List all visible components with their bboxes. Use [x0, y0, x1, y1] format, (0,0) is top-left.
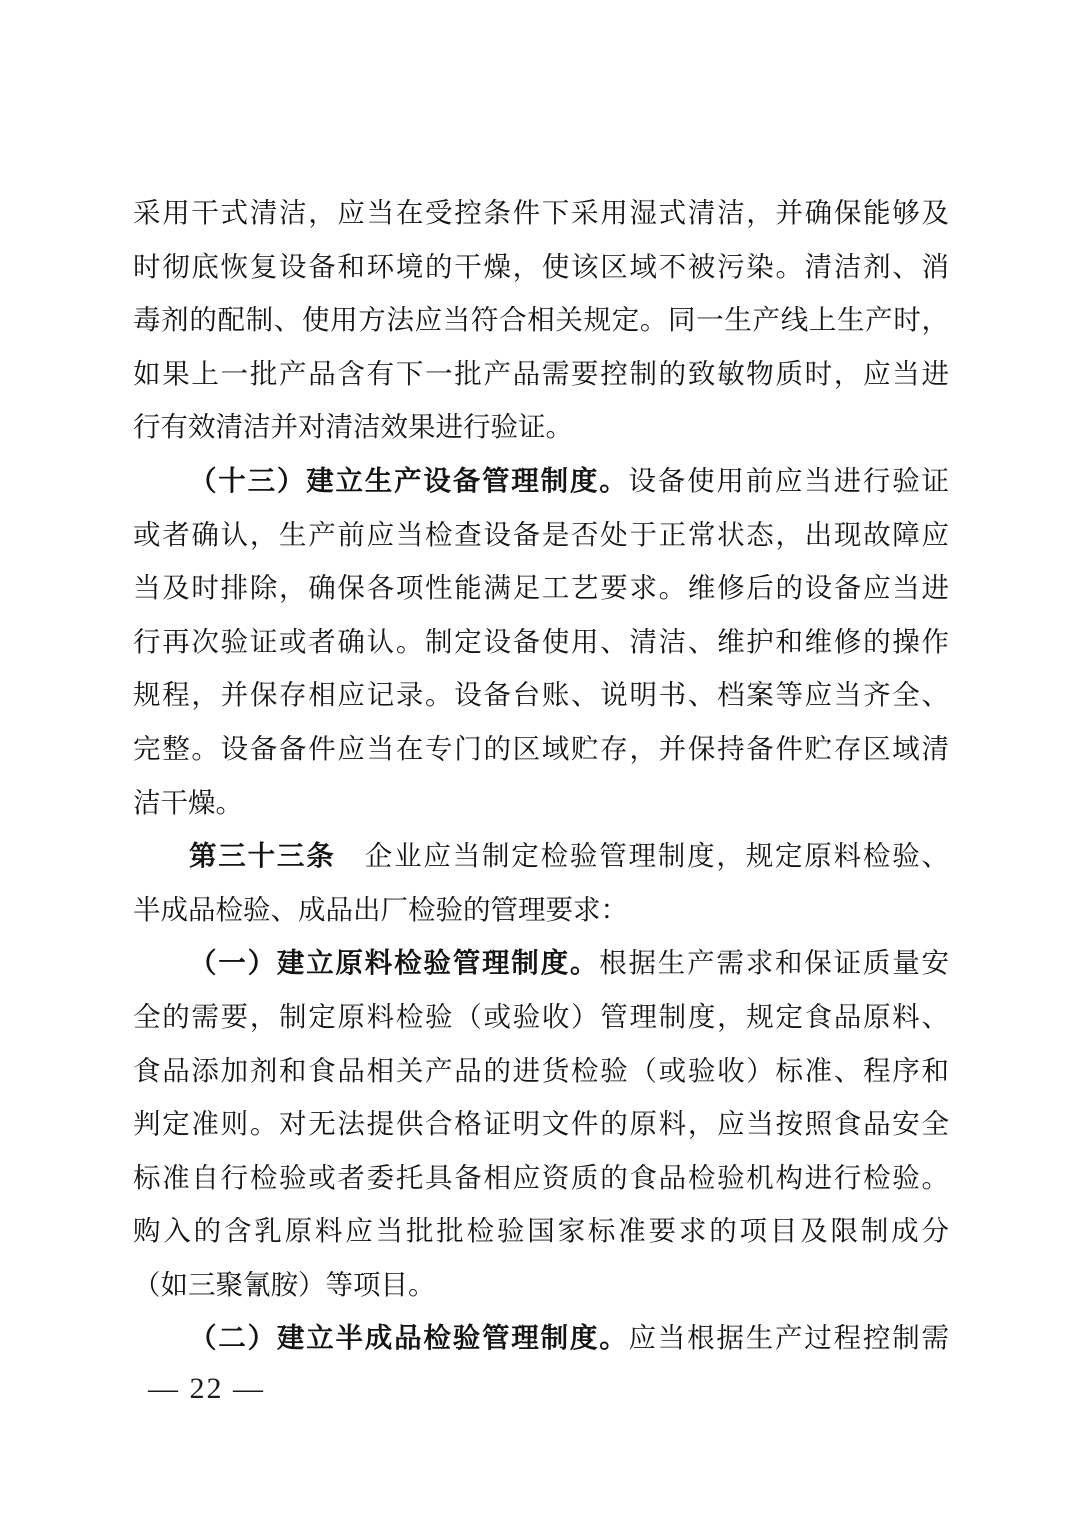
text-line — [133, 722, 949, 776]
text-segment: 第三十三条 — [189, 840, 336, 872]
text-segment: 半成品检验、成品出厂检验的管理要求： — [133, 893, 628, 925]
text-segment: 完整。设备备件应当在专门的区域贮存，并保持备件贮存区域清 — [133, 732, 949, 764]
paragraph — [133, 454, 949, 829]
text-line — [133, 186, 949, 240]
paragraph — [133, 186, 949, 454]
text-segment: 或者确认，生产前应当检查设备是否处于正常状态，出现故障应 — [133, 518, 949, 550]
text-line — [133, 668, 949, 722]
text-line — [133, 936, 949, 990]
text-line — [133, 990, 949, 1044]
page-number: — 22 — — [148, 1372, 265, 1405]
text-segment: 全的需要，制定原料检验（或验收）管理制度，规定食品原料、 — [133, 1000, 949, 1032]
text-segment: （二）建立半成品检验管理制度。 — [189, 1322, 629, 1354]
text-line — [133, 454, 949, 508]
text-line — [133, 615, 949, 669]
text-segment: 设备使用前应当进行验证 — [628, 464, 949, 496]
text-line — [133, 829, 949, 883]
text-line — [133, 1311, 949, 1365]
text-segment: （如三聚氰胺）等项目。 — [133, 1268, 436, 1300]
text-segment: 根据生产需求和保证质量安 — [599, 947, 950, 979]
text-segment: 时彻底恢复设备和环境的干燥，使该区域不被污染。清洁剂、消 — [133, 250, 949, 282]
text-line — [133, 293, 949, 347]
text-segment: 判定准则。对无法提供合格证明文件的原料，应当按照食品安全 — [133, 1108, 949, 1140]
text-segment: 毒剂的配制、使用方法应当符合相关规定。同一生产线上生产时， — [133, 304, 949, 336]
text-segment: （一）建立原料检验管理制度。 — [189, 947, 600, 979]
text-line — [133, 240, 949, 294]
text-line — [133, 1097, 949, 1151]
text-line — [133, 400, 949, 454]
text-line — [133, 1044, 949, 1098]
text-segment: 规程，并保存相应记录。设备台账、说明书、档案等应当齐全、 — [133, 679, 949, 711]
text-segment: 企业应当制定检验管理制度，规定原料检验、 — [335, 840, 949, 872]
paragraph — [133, 829, 949, 936]
text-segment: 食品添加剂和食品相关产品的进货检验（或验收）标准、程序和 — [133, 1054, 949, 1086]
text-segment: 当及时排除，确保各项性能满足工艺要求。维修后的设备应当进 — [133, 572, 949, 604]
paragraph — [133, 936, 949, 1311]
text-line — [133, 347, 949, 401]
text-segment: 应当根据生产过程控制需 — [628, 1322, 949, 1354]
text-line — [133, 776, 949, 830]
text-line — [133, 1151, 949, 1205]
text-segment: 购入的含乳原料应当批批检验国家标准要求的项目及限制成分 — [133, 1215, 949, 1247]
text-line — [133, 1258, 949, 1312]
text-line — [133, 883, 949, 937]
text-segment: 洁干燥。 — [133, 786, 243, 818]
text-segment: 行再次验证或者确认。制定设备使用、清洁、维护和维修的操作 — [133, 625, 949, 657]
text-segment: 如果上一批产品含有下一批产品需要控制的致敏物质时，应当进 — [133, 357, 949, 389]
text-line — [133, 508, 949, 562]
text-segment: 采用干式清洁，应当在受控条件下采用湿式清洁，并确保能够及 — [133, 197, 949, 228]
paragraph — [133, 1311, 949, 1365]
text-segment: 行有效清洁并对清洁效果进行验证。 — [133, 411, 573, 443]
text-segment: 标准自行检验或者委托具备相应资质的食品检验机构进行检验。 — [133, 1161, 949, 1193]
text-line — [133, 561, 949, 615]
document-body — [133, 186, 949, 1365]
text-line — [133, 1204, 949, 1258]
text-segment: （十三）建立生产设备管理制度。 — [189, 464, 629, 496]
